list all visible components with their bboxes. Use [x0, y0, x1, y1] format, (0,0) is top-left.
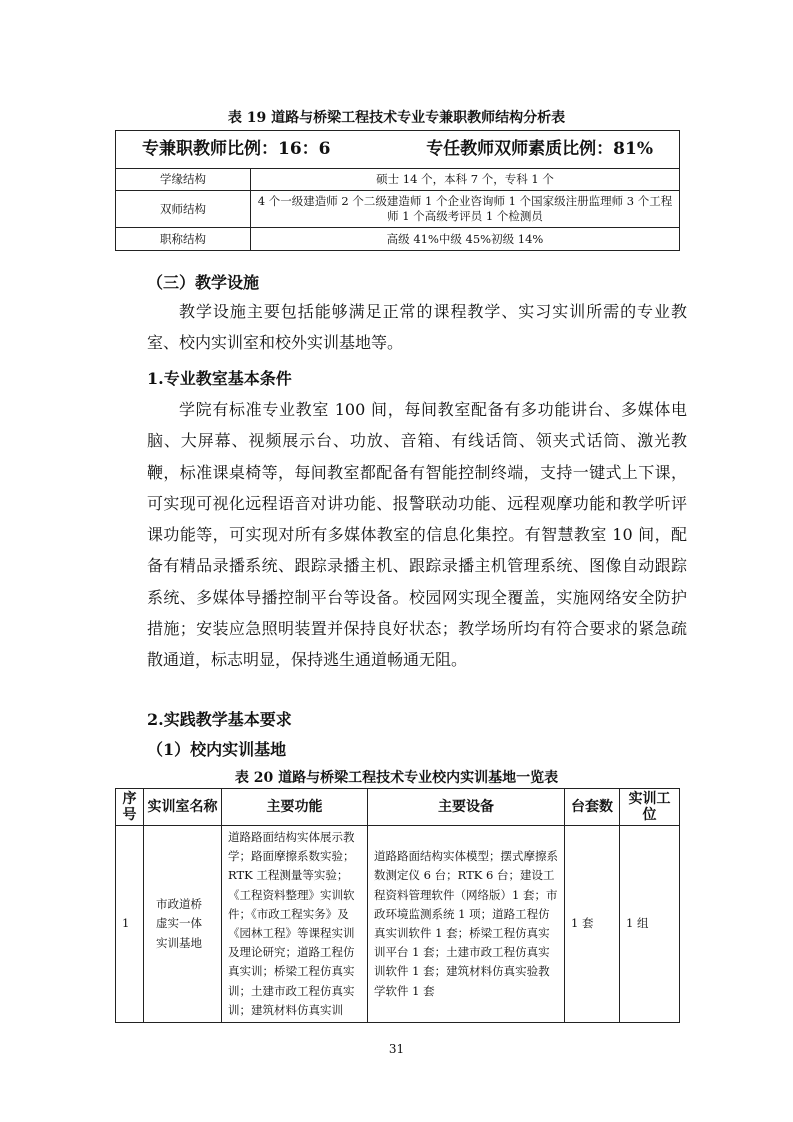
- row-value: 硕士 14 个，本科 7 个，专科 1 个: [251, 169, 680, 191]
- cell-stations: 1 组: [620, 826, 680, 1023]
- cell-no: 1: [116, 826, 144, 1023]
- teacher-ratio: 专兼职教师比例：16：6: [142, 139, 331, 159]
- row-label: 学缘结构: [116, 169, 251, 191]
- header-sets: 台套数: [565, 789, 620, 826]
- cell-equipment: 道路路面结构实体模型；摆式摩擦系数测定仪 6 台；RTK 6 台；建设工程资料管理软件（网络版）1 套；市政环境监测系统 1 项；道路工程仿真实训软件 1 套；桥梁工程仿真实训平台 1 套；土建市政工程仿真实训软件 1 套；建筑材料仿真实验教学软件 1 套: [368, 826, 565, 1023]
- page-number: 31: [388, 1042, 405, 1056]
- table-row: [116, 826, 680, 1023]
- subsection-heading-2: 2.实践教学基本要求: [147, 710, 292, 729]
- row-value: 4 个一级建造师 2 个二级建造师 1 个企业咨询师 1 个国家级注册监理师 3 个工程师 1 个高级考评员 1 个检测员: [251, 191, 680, 228]
- header-stations: 实训工位: [620, 789, 680, 826]
- table-row: [116, 228, 680, 251]
- header-equipment: 主要设备: [368, 789, 565, 826]
- section-heading: （三）教学设施: [147, 273, 260, 292]
- row-value: 高级 41%中级 45%初级 14%: [251, 228, 680, 251]
- header-no: 序号: [116, 789, 144, 826]
- row-label: 职称结构: [116, 228, 251, 251]
- subsection-subheading: （1）校内实训基地: [147, 740, 287, 759]
- header-function: 主要功能: [222, 789, 368, 826]
- table-19-ratio-row: [116, 131, 680, 169]
- dual-qualified-ratio: 专任教师双师素质比例：81%: [426, 139, 653, 159]
- cell-name: 市政道桥虚实一体实训基地: [144, 826, 222, 1023]
- table-20-caption: 表 20 道路与桥梁工程技术专业校内实训基地一览表: [234, 770, 559, 786]
- section-intro: 教学设施主要包括能够满足正常的课程教学、实习实训所需的专业教室、校内实训室和校外实训基地等。: [147, 302, 687, 353]
- table-19-caption: 表 19 道路与桥梁工程技术专业专兼职教师结构分析表: [227, 110, 566, 126]
- table-20: [115, 788, 680, 1023]
- cell-function: 道路路面结构实体展示教学；路面摩擦系数实验；RTK 工程测量等实验；《工程资料整理》实训软件；《市政工程实务》及《园林工程》等课程实训及理论研究；道路工程仿真实训；桥梁工程仿真实训；土建市政工程仿真实训；建筑材料仿真实训: [222, 826, 368, 1023]
- table-19: [115, 130, 680, 251]
- classroom-paragraph: 学院有标准专业教室 100 间，每间教室配备有多功能讲台、多媒体电脑、大屏幕、视频展示台、功放、音箱、有线话筒、领夹式话筒、激光教鞭，标准课桌椅等，每间教室都配备有智能控制终端，支持一键式上下课，可实现可视化远程语音对讲功能、报警联动功能、远程观摩功能和教学听评课功能等，可实现对所有多媒体教室的信息化集控。有智慧教室 10 间，配备有精品录播系统、跟踪录播主机、跟踪录播主机管理系统、图像自动跟踪系统、多媒体导播控制平台等设备。校园网实现全覆盖，实施网络安全防护措施；安装应急照明装置并保持良好状态；教学场所均有符合要求的紧急疏散通道，标志明显，保持逃生通道畅通无阻。: [147, 400, 687, 670]
- table-header-row: [116, 789, 680, 826]
- cell-sets: 1 套: [565, 826, 620, 1023]
- row-label: 双师结构: [116, 191, 251, 228]
- table-row: [116, 169, 680, 191]
- table-row: [116, 191, 680, 228]
- subsection-heading-1: 1.专业教室基本条件: [147, 369, 292, 388]
- header-name: 实训室名称: [144, 789, 222, 826]
